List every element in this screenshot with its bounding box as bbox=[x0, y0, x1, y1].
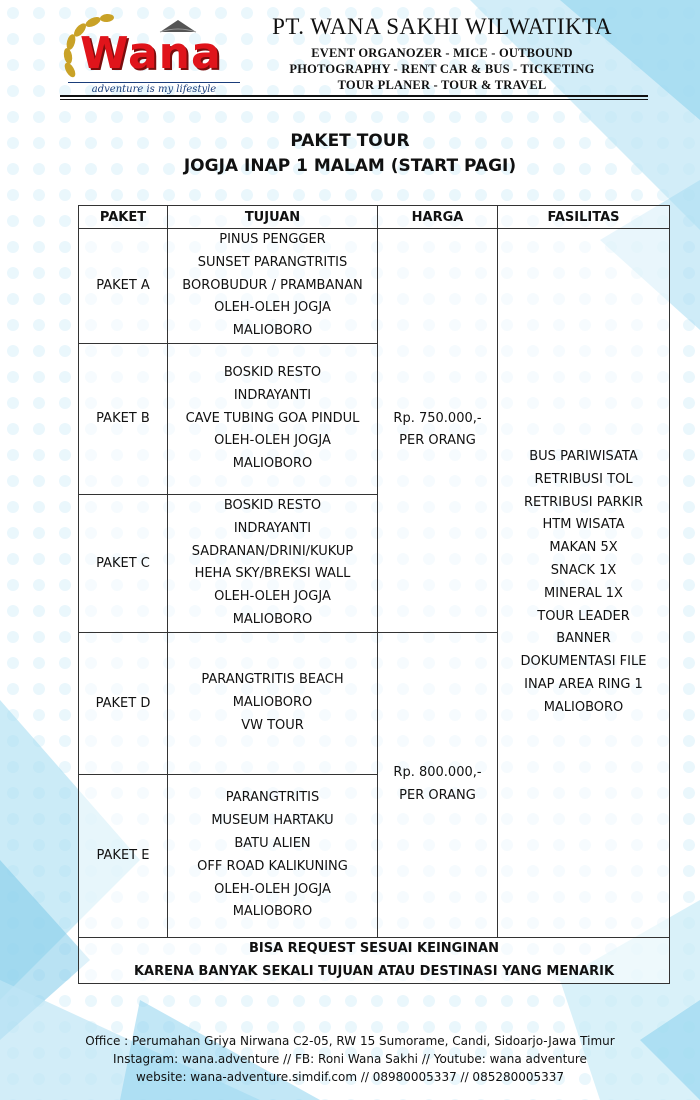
facility-item: DOKUMENTASI FILE bbox=[520, 654, 647, 670]
package-destinations bbox=[168, 343, 378, 494]
service-line: EVENT ORGANOZER - MICE - OUTBOUND bbox=[311, 46, 573, 60]
facility-item: RETRIBUSI PARKIR bbox=[523, 494, 644, 510]
header-divider bbox=[60, 95, 648, 97]
package-name: PAKET A bbox=[79, 229, 168, 344]
facility-item: HTM WISATA bbox=[542, 517, 625, 533]
facility-item: BUS PARIWISATA bbox=[529, 449, 638, 465]
destination-item: PARANGTRITIS bbox=[225, 790, 320, 806]
package-destinations bbox=[168, 229, 378, 344]
destination-item: BOSKID RESTO bbox=[223, 364, 322, 380]
facility-item: TOUR LEADER bbox=[537, 608, 630, 624]
destination-item: INDRAYANTI bbox=[233, 387, 312, 403]
company-name: PT. WANA SAKHI WILWATIKTA bbox=[272, 14, 612, 39]
destination-item: CAVE TUBING GOA PINDUL bbox=[185, 410, 360, 426]
note-line: KARENA BANYAK SEKALI TUJUAN ATAU DESTINASI YANG MENARIK bbox=[133, 963, 615, 979]
table-row bbox=[79, 229, 670, 344]
destination-item: PARANGTRITIS BEACH bbox=[201, 672, 344, 688]
table-note-row bbox=[79, 937, 670, 984]
destination-item: OLEH-OLEH JOGJA bbox=[214, 589, 331, 605]
destination-item: MALIOBORO bbox=[232, 904, 313, 920]
facility-item: SNACK 1X bbox=[550, 563, 617, 579]
destination-item: OLEH-OLEH JOGJA bbox=[214, 300, 331, 316]
destination-item: BOSKID RESTO bbox=[223, 497, 322, 513]
facility-item: MALIOBORO bbox=[543, 699, 624, 715]
column-header-tujuan: TUJUAN bbox=[168, 206, 378, 229]
letterhead bbox=[0, 0, 700, 110]
facility-item: INAP AREA RING 1 bbox=[524, 677, 643, 693]
package-name: PAKET E bbox=[79, 774, 168, 937]
table-header-row bbox=[79, 206, 670, 229]
destination-item: OLEH-OLEH JOGJA bbox=[214, 433, 331, 449]
office-address: Office : Perumahan Griya Nirwana C2-05, RW 15 Sumorame, Candi, Sidoarjo-Jawa Timur bbox=[85, 1034, 615, 1048]
destination-item: VW TOUR bbox=[241, 717, 304, 733]
price-cell bbox=[378, 229, 498, 633]
package-destinations bbox=[168, 774, 378, 937]
price-unit: PER ORANG bbox=[399, 787, 476, 803]
facility-item: MINERAL 1X bbox=[544, 585, 623, 601]
destination-item: BOROBUDUR / PRAMBANAN bbox=[182, 277, 363, 293]
package-name: PAKET B bbox=[79, 343, 168, 494]
company-logo bbox=[60, 12, 240, 96]
page-subtitle: JOGJA INAP 1 MALAM (START PAGI) bbox=[183, 156, 517, 176]
page-title: PAKET TOUR bbox=[290, 131, 410, 151]
social-links: Instagram: wana.adventure // FB: Roni Wana Sakhi // Youtube: wana adventure bbox=[113, 1052, 587, 1066]
price-amount: Rp. 750.000,- bbox=[393, 410, 482, 426]
facilities-cell bbox=[498, 229, 670, 938]
facility-item: MAKAN 5X bbox=[549, 540, 618, 556]
facility-item: RETRIBUSI TOL bbox=[534, 471, 633, 487]
destination-item: SUNSET PARANGTRITIS bbox=[197, 254, 348, 270]
column-header-paket: PAKET bbox=[79, 206, 168, 229]
service-line: TOUR PLANER - TOUR & TRAVEL bbox=[337, 78, 547, 92]
destination-item: BATU ALIEN bbox=[234, 835, 311, 851]
destination-item: INDRAYANTI bbox=[233, 520, 312, 536]
package-name: PAKET D bbox=[79, 632, 168, 774]
note-line: BISA REQUEST SESUAI KEINGINAN bbox=[248, 940, 499, 956]
column-header-harga: HARGA bbox=[378, 206, 498, 229]
logo-tagline: adventure is my lifestyle bbox=[68, 82, 240, 95]
package-destinations bbox=[168, 632, 378, 774]
package-table bbox=[78, 205, 670, 984]
destination-item: MALIOBORO bbox=[232, 456, 313, 472]
destination-item: MALIOBORO bbox=[232, 611, 313, 627]
package-name: PAKET C bbox=[79, 494, 168, 632]
request-note bbox=[79, 937, 670, 984]
logo-wordmark: Wana bbox=[80, 28, 222, 79]
destination-item: OLEH-OLEH JOGJA bbox=[214, 881, 331, 897]
destination-item: MUSEUM HARTAKU bbox=[211, 813, 334, 829]
destination-item: MALIOBORO bbox=[232, 694, 313, 710]
contact-info: website: wana-adventure.simdif.com // 08980005337 // 085280005337 bbox=[135, 1070, 565, 1084]
price-cell bbox=[378, 632, 498, 937]
price-unit: PER ORANG bbox=[399, 433, 476, 449]
destination-item: PINUS PENGGER bbox=[219, 232, 326, 247]
destination-item: OFF ROAD KALIKUNING bbox=[197, 858, 348, 874]
price-amount: Rp. 800.000,- bbox=[393, 764, 482, 780]
destination-item: HEHA SKY/BREKSI WALL bbox=[194, 566, 351, 582]
column-header-fasilitas: FASILITAS bbox=[498, 206, 670, 229]
destination-item: SADRANAN/DRINI/KUKUP bbox=[191, 543, 354, 559]
header-divider bbox=[60, 99, 648, 100]
facility-item: BANNER bbox=[556, 631, 611, 647]
package-destinations bbox=[168, 494, 378, 632]
service-line: PHOTOGRAPHY - RENT CAR & BUS - TICKETING bbox=[289, 62, 595, 76]
destination-item: MALIOBORO bbox=[232, 323, 313, 339]
